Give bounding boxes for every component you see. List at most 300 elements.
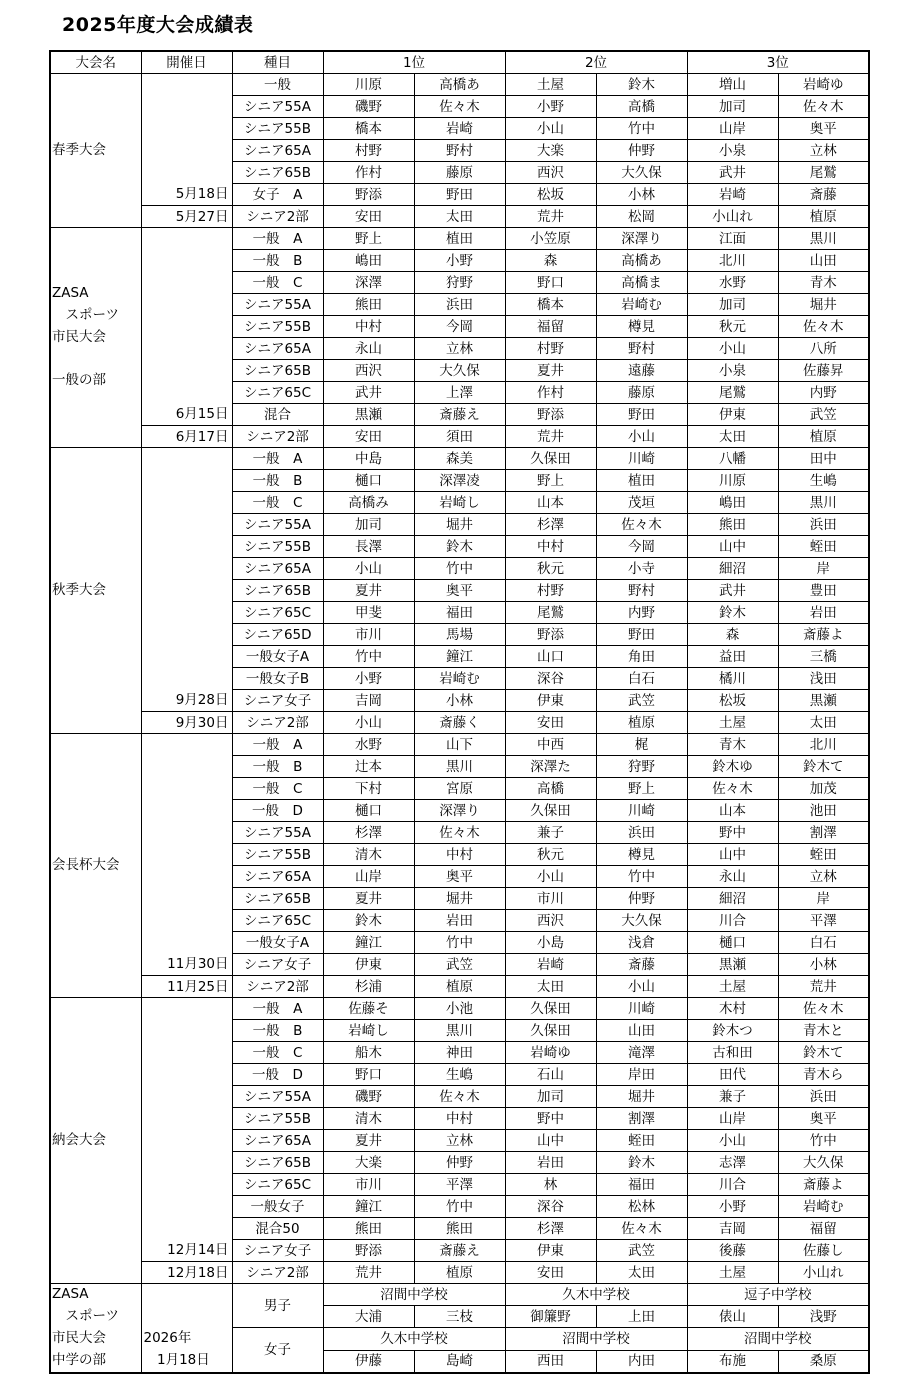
player-name: 岩田	[778, 602, 869, 624]
player-name: 久保田	[505, 1020, 596, 1042]
player-name: 深澤た	[505, 756, 596, 778]
player-name: 樋口	[687, 932, 778, 954]
player-name: 梶	[596, 734, 687, 756]
player-name: 福田	[596, 1174, 687, 1196]
player-name: 秋元	[505, 558, 596, 580]
player-name: 伊東	[505, 690, 596, 712]
player-name: 割澤	[778, 822, 869, 844]
event-date: 11月30日	[141, 954, 232, 976]
player-name: 松坂	[687, 690, 778, 712]
player-name: 樽見	[596, 316, 687, 338]
player-name: 増山	[687, 74, 778, 96]
player-name: 山田	[778, 250, 869, 272]
event-category: シニア55B	[232, 844, 323, 866]
player-name: 岩崎し	[414, 492, 505, 514]
player-name: 高橋あ	[596, 250, 687, 272]
player-name: 夏井	[323, 888, 414, 910]
player-name: 小山	[687, 1130, 778, 1152]
player-name: 鈴木ゆ	[687, 756, 778, 778]
player-name: 安田	[505, 712, 596, 734]
player-name: 嶋田	[687, 492, 778, 514]
event-category: 一般 D	[232, 1064, 323, 1086]
player-name: 土屋	[505, 74, 596, 96]
player-name: 平澤	[414, 1174, 505, 1196]
event-date: 11月25日	[141, 976, 232, 998]
page-title: 2025年度大会成績表	[62, 14, 254, 36]
player-name: 村野	[505, 580, 596, 602]
school-name: 久木中学校	[323, 1328, 505, 1351]
player-name: 田中	[778, 448, 869, 470]
player-name: 川合	[687, 1174, 778, 1196]
player-name: 尾鷲	[778, 162, 869, 184]
event-category: シニア女子	[232, 1240, 323, 1262]
player-name: 植原	[778, 426, 869, 448]
player-name: 作村	[505, 382, 596, 404]
player-name: 長澤	[323, 536, 414, 558]
player-name: 佐藤し	[778, 1240, 869, 1262]
player-name: 尾鷲	[687, 382, 778, 404]
event-category: 一般女子	[232, 1196, 323, 1218]
player-name: 白石	[596, 668, 687, 690]
player-name: 立林	[414, 338, 505, 360]
player-name: 中島	[323, 448, 414, 470]
player-name: 三橋	[778, 646, 869, 668]
player-name: 磯野	[323, 96, 414, 118]
player-name: 須田	[414, 426, 505, 448]
junior-school-row	[50, 1284, 869, 1306]
player-name: 北川	[687, 250, 778, 272]
player-name: 山岸	[323, 866, 414, 888]
player-name: 奥平	[414, 866, 505, 888]
player-name: 浅野	[778, 1306, 869, 1328]
tournament-name: 春季大会	[50, 74, 141, 228]
junior-event: 男子	[232, 1284, 323, 1328]
player-name: 佐々木	[778, 998, 869, 1020]
date-cell-empty	[141, 734, 232, 954]
player-name: 池田	[778, 800, 869, 822]
player-name: 深澤	[323, 272, 414, 294]
player-name: 高橋	[505, 778, 596, 800]
player-name: 武井	[323, 382, 414, 404]
player-name: 西田	[505, 1350, 596, 1373]
player-name: 小林	[414, 690, 505, 712]
player-name: 小池	[414, 998, 505, 1020]
event-category: シニア65D	[232, 624, 323, 646]
player-name: 割澤	[596, 1108, 687, 1130]
player-name: 北川	[778, 734, 869, 756]
player-name: 川崎	[596, 800, 687, 822]
player-name: 野上	[596, 778, 687, 800]
player-name: 中西	[505, 734, 596, 756]
player-name: 田代	[687, 1064, 778, 1086]
player-name: 小野	[323, 668, 414, 690]
player-name: 林	[505, 1174, 596, 1196]
event-category: シニア65A	[232, 140, 323, 162]
player-name: 堀井	[414, 888, 505, 910]
player-name: 小山	[505, 866, 596, 888]
table-row	[50, 954, 869, 976]
player-name: 青木と	[778, 1020, 869, 1042]
junior-date: 2026年 1月18日	[141, 1284, 232, 1373]
player-name: 野添	[323, 1240, 414, 1262]
tournament-name: 秋季大会	[50, 448, 141, 734]
player-name: 加司	[505, 1086, 596, 1108]
player-name: 大久保	[778, 1152, 869, 1174]
player-name: 福留	[778, 1218, 869, 1240]
event-category: シニア65C	[232, 1174, 323, 1196]
table-row	[50, 712, 869, 734]
tournament-name: ZASA スポーツ 市民大会 一般の部	[50, 228, 141, 448]
header-date: 開催日	[141, 51, 232, 74]
player-name: 堀井	[414, 514, 505, 536]
player-name: 今岡	[414, 316, 505, 338]
date-cell-empty	[141, 228, 232, 404]
player-name: 野村	[414, 140, 505, 162]
event-category: 一般 B	[232, 470, 323, 492]
player-name: 青木	[778, 272, 869, 294]
event-category: シニア2部	[232, 426, 323, 448]
player-name: 野添	[505, 404, 596, 426]
player-name: 大楽	[323, 1152, 414, 1174]
event-category: シニア65B	[232, 1152, 323, 1174]
player-name: 内野	[596, 602, 687, 624]
player-name: 鐘江	[323, 1196, 414, 1218]
player-name: 小山	[596, 976, 687, 998]
player-name: 太田	[778, 712, 869, 734]
event-date: 5月18日	[141, 184, 232, 206]
player-name: 野村	[596, 580, 687, 602]
player-name: 佐々木	[596, 514, 687, 536]
player-name: 永山	[323, 338, 414, 360]
player-name: 高橋あ	[414, 74, 505, 96]
player-name: 加司	[687, 294, 778, 316]
player-name: 小山	[687, 338, 778, 360]
player-name: 岸田	[596, 1064, 687, 1086]
event-category: シニア女子	[232, 690, 323, 712]
table-row	[50, 976, 869, 998]
player-name: 武笠	[596, 1240, 687, 1262]
player-name: 武笠	[778, 404, 869, 426]
player-name: 滝澤	[596, 1042, 687, 1064]
event-date: 6月15日	[141, 404, 232, 426]
player-name: 仲野	[596, 888, 687, 910]
player-name: 小島	[505, 932, 596, 954]
event-category: 混合50	[232, 1218, 323, 1240]
player-name: 堀井	[778, 294, 869, 316]
player-name: 水野	[687, 272, 778, 294]
player-name: 川合	[687, 910, 778, 932]
junior-event: 女子	[232, 1328, 323, 1373]
player-name: 小山れ	[687, 206, 778, 228]
header-row	[50, 51, 869, 74]
player-name: 久保田	[505, 800, 596, 822]
date-cell-empty	[141, 448, 232, 690]
school-name: 久木中学校	[505, 1284, 687, 1306]
table-row	[50, 228, 869, 250]
player-name: 鐘江	[414, 646, 505, 668]
player-name: 鐘江	[323, 932, 414, 954]
player-name: 野村	[596, 338, 687, 360]
player-name: 小山	[323, 558, 414, 580]
player-name: 岩崎ゆ	[778, 74, 869, 96]
player-name: 鈴木て	[778, 1042, 869, 1064]
player-name: 小泉	[687, 360, 778, 382]
player-name: 川崎	[596, 998, 687, 1020]
event-date: 6月17日	[141, 426, 232, 448]
player-name: 山本	[505, 492, 596, 514]
player-name: 野中	[505, 1108, 596, 1130]
player-name: 安田	[323, 426, 414, 448]
player-name: 岩崎	[505, 954, 596, 976]
player-name: 山口	[505, 646, 596, 668]
player-name: 村野	[505, 338, 596, 360]
player-name: 武笠	[414, 954, 505, 976]
player-name: 布施	[687, 1350, 778, 1373]
player-name: 大浦	[323, 1306, 414, 1328]
player-name: 熊田	[323, 1218, 414, 1240]
player-name: 三枝	[414, 1306, 505, 1328]
player-name: 岩崎ゆ	[505, 1042, 596, 1064]
player-name: 斎藤よ	[778, 624, 869, 646]
date-cell-empty	[141, 998, 232, 1240]
player-name: 鈴木	[596, 74, 687, 96]
player-name: 佐藤そ	[323, 998, 414, 1020]
player-name: 浜田	[596, 822, 687, 844]
player-name: 奥平	[778, 1108, 869, 1130]
event-category: 女子 A	[232, 184, 323, 206]
player-name: 小泉	[687, 140, 778, 162]
player-name: 杉浦	[323, 976, 414, 998]
event-date: 5月27日	[141, 206, 232, 228]
event-category: シニア55A	[232, 294, 323, 316]
player-name: 武井	[687, 580, 778, 602]
player-name: 森	[505, 250, 596, 272]
player-name: 青木	[687, 734, 778, 756]
event-category: 一般 C	[232, 272, 323, 294]
event-category: 一般 B	[232, 756, 323, 778]
player-name: 佐藤昇	[778, 360, 869, 382]
player-name: 深谷	[505, 1196, 596, 1218]
player-name: 石山	[505, 1064, 596, 1086]
player-name: 深谷	[505, 668, 596, 690]
player-name: 斎藤え	[414, 1240, 505, 1262]
player-name: 安田	[323, 206, 414, 228]
player-name: 市川	[505, 888, 596, 910]
player-name: 藤原	[414, 162, 505, 184]
player-name: 久保田	[505, 998, 596, 1020]
player-name: 秋元	[505, 844, 596, 866]
player-name: 奥平	[778, 118, 869, 140]
player-name: 蛭田	[778, 536, 869, 558]
player-name: 夏井	[323, 580, 414, 602]
player-name: 福田	[414, 602, 505, 624]
player-name: 岸	[778, 888, 869, 910]
player-name: 山下	[414, 734, 505, 756]
player-name: 森	[687, 624, 778, 646]
player-name: 岩崎し	[323, 1020, 414, 1042]
player-name: 黒川	[778, 492, 869, 514]
player-name: 黒瀬	[323, 404, 414, 426]
player-name: 山本	[687, 800, 778, 822]
player-name: 鈴木	[414, 536, 505, 558]
tournament-name: 会長杯大会	[50, 734, 141, 998]
player-name: 浜田	[778, 1086, 869, 1108]
player-name: 野田	[414, 184, 505, 206]
event-category: シニア65C	[232, 602, 323, 624]
table-row	[50, 184, 869, 206]
player-name: 小山れ	[778, 1262, 869, 1284]
player-name: 仲野	[414, 1152, 505, 1174]
player-name: 八幡	[687, 448, 778, 470]
player-name: 川原	[687, 470, 778, 492]
player-name: 小林	[778, 954, 869, 976]
player-name: 細沼	[687, 558, 778, 580]
player-name: 辻本	[323, 756, 414, 778]
player-name: 清木	[323, 844, 414, 866]
player-name: 松坂	[505, 184, 596, 206]
event-category: シニア55A	[232, 514, 323, 536]
event-category: シニア55B	[232, 118, 323, 140]
player-name: 植原	[778, 206, 869, 228]
player-name: 小野	[687, 1196, 778, 1218]
player-name: 小野	[505, 96, 596, 118]
player-name: 立林	[778, 866, 869, 888]
event-date: 9月30日	[141, 712, 232, 734]
player-name: 尾鷲	[505, 602, 596, 624]
player-name: 蛭田	[778, 844, 869, 866]
event-category: 一般 A	[232, 734, 323, 756]
player-name: 上澤	[414, 382, 505, 404]
player-name: 加司	[687, 96, 778, 118]
event-category: 一般 A	[232, 228, 323, 250]
player-name: 嶋田	[323, 250, 414, 272]
event-category: シニア女子	[232, 954, 323, 976]
player-name: 杉澤	[505, 514, 596, 536]
player-name: 奥平	[414, 580, 505, 602]
player-name: 岩崎	[414, 118, 505, 140]
player-name: 樋口	[323, 800, 414, 822]
player-name: 高橋ま	[596, 272, 687, 294]
player-name: 船木	[323, 1042, 414, 1064]
player-name: 内田	[596, 1350, 687, 1373]
event-category: シニア55B	[232, 1108, 323, 1130]
player-name: 深澤り	[414, 800, 505, 822]
event-category: 一般 A	[232, 998, 323, 1020]
event-date: 12月14日	[141, 1240, 232, 1262]
player-name: 竹中	[414, 1196, 505, 1218]
player-name: 斎藤よ	[778, 1174, 869, 1196]
event-category: シニア65B	[232, 162, 323, 184]
player-name: 野口	[323, 1064, 414, 1086]
event-category: シニア65A	[232, 1130, 323, 1152]
player-name: 荒井	[323, 1262, 414, 1284]
player-name: 黒川	[778, 228, 869, 250]
event-category: シニア65B	[232, 888, 323, 910]
player-name: 益田	[687, 646, 778, 668]
player-name: 中村	[323, 316, 414, 338]
player-name: 大楽	[505, 140, 596, 162]
player-name: 山中	[687, 844, 778, 866]
player-name: 植原	[414, 1262, 505, 1284]
player-name: 小笠原	[505, 228, 596, 250]
player-name: 小野	[414, 250, 505, 272]
player-name: 黒瀬	[687, 954, 778, 976]
player-name: 水野	[323, 734, 414, 756]
event-category: 一般女子B	[232, 668, 323, 690]
player-name: 後藤	[687, 1240, 778, 1262]
school-name: 沼間中学校	[687, 1328, 869, 1351]
player-name: 佐々木	[414, 96, 505, 118]
player-name: 鈴木	[596, 1152, 687, 1174]
header-event: 種目	[232, 51, 323, 74]
player-name: 佐々木	[414, 822, 505, 844]
player-name: 白石	[778, 932, 869, 954]
player-name: 竹中	[778, 1130, 869, 1152]
player-name: 山田	[596, 1020, 687, 1042]
player-name: 鈴木	[687, 602, 778, 624]
player-name: 市川	[323, 624, 414, 646]
player-name: 松林	[596, 1196, 687, 1218]
player-name: 佐々木	[414, 1086, 505, 1108]
event-category: シニア65B	[232, 580, 323, 602]
player-name: 斎藤く	[414, 712, 505, 734]
table-row	[50, 734, 869, 756]
player-name: 野上	[323, 228, 414, 250]
player-name: 荒井	[778, 976, 869, 998]
player-name: 佐々木	[778, 96, 869, 118]
header-2nd: 2位	[505, 51, 687, 74]
player-name: 神田	[414, 1042, 505, 1064]
player-name: 堀井	[596, 1086, 687, 1108]
player-name: 野添	[505, 624, 596, 646]
player-name: 内野	[778, 382, 869, 404]
player-name: 加司	[323, 514, 414, 536]
event-category: シニア65A	[232, 338, 323, 360]
player-name: 夏井	[323, 1130, 414, 1152]
player-name: 植田	[596, 470, 687, 492]
player-name: 太田	[687, 426, 778, 448]
player-name: 熊田	[414, 1218, 505, 1240]
player-name: 今岡	[596, 536, 687, 558]
player-name: 大久保	[596, 162, 687, 184]
player-name: 狩野	[414, 272, 505, 294]
player-name: 小林	[596, 184, 687, 206]
player-name: 立林	[414, 1130, 505, 1152]
event-category: シニア55A	[232, 96, 323, 118]
player-name: 島崎	[414, 1350, 505, 1373]
event-category: シニア2部	[232, 976, 323, 998]
table-row	[50, 426, 869, 448]
player-name: 平澤	[778, 910, 869, 932]
player-name: 武笠	[596, 690, 687, 712]
event-category: 一般女子A	[232, 932, 323, 954]
player-name: 伊東	[687, 404, 778, 426]
player-name: 杉澤	[323, 822, 414, 844]
player-name: 杉澤	[505, 1218, 596, 1240]
event-category: シニア65C	[232, 910, 323, 932]
player-name: 山岸	[687, 118, 778, 140]
player-name: 狩野	[596, 756, 687, 778]
player-name: 土屋	[687, 1262, 778, 1284]
header-1st: 1位	[323, 51, 505, 74]
player-name: 西沢	[505, 162, 596, 184]
player-name: 小山	[505, 118, 596, 140]
player-name: 吉岡	[323, 690, 414, 712]
player-name: 竹中	[596, 118, 687, 140]
event-date: 9月28日	[141, 690, 232, 712]
event-category: シニア55A	[232, 822, 323, 844]
player-name: 竹中	[323, 646, 414, 668]
